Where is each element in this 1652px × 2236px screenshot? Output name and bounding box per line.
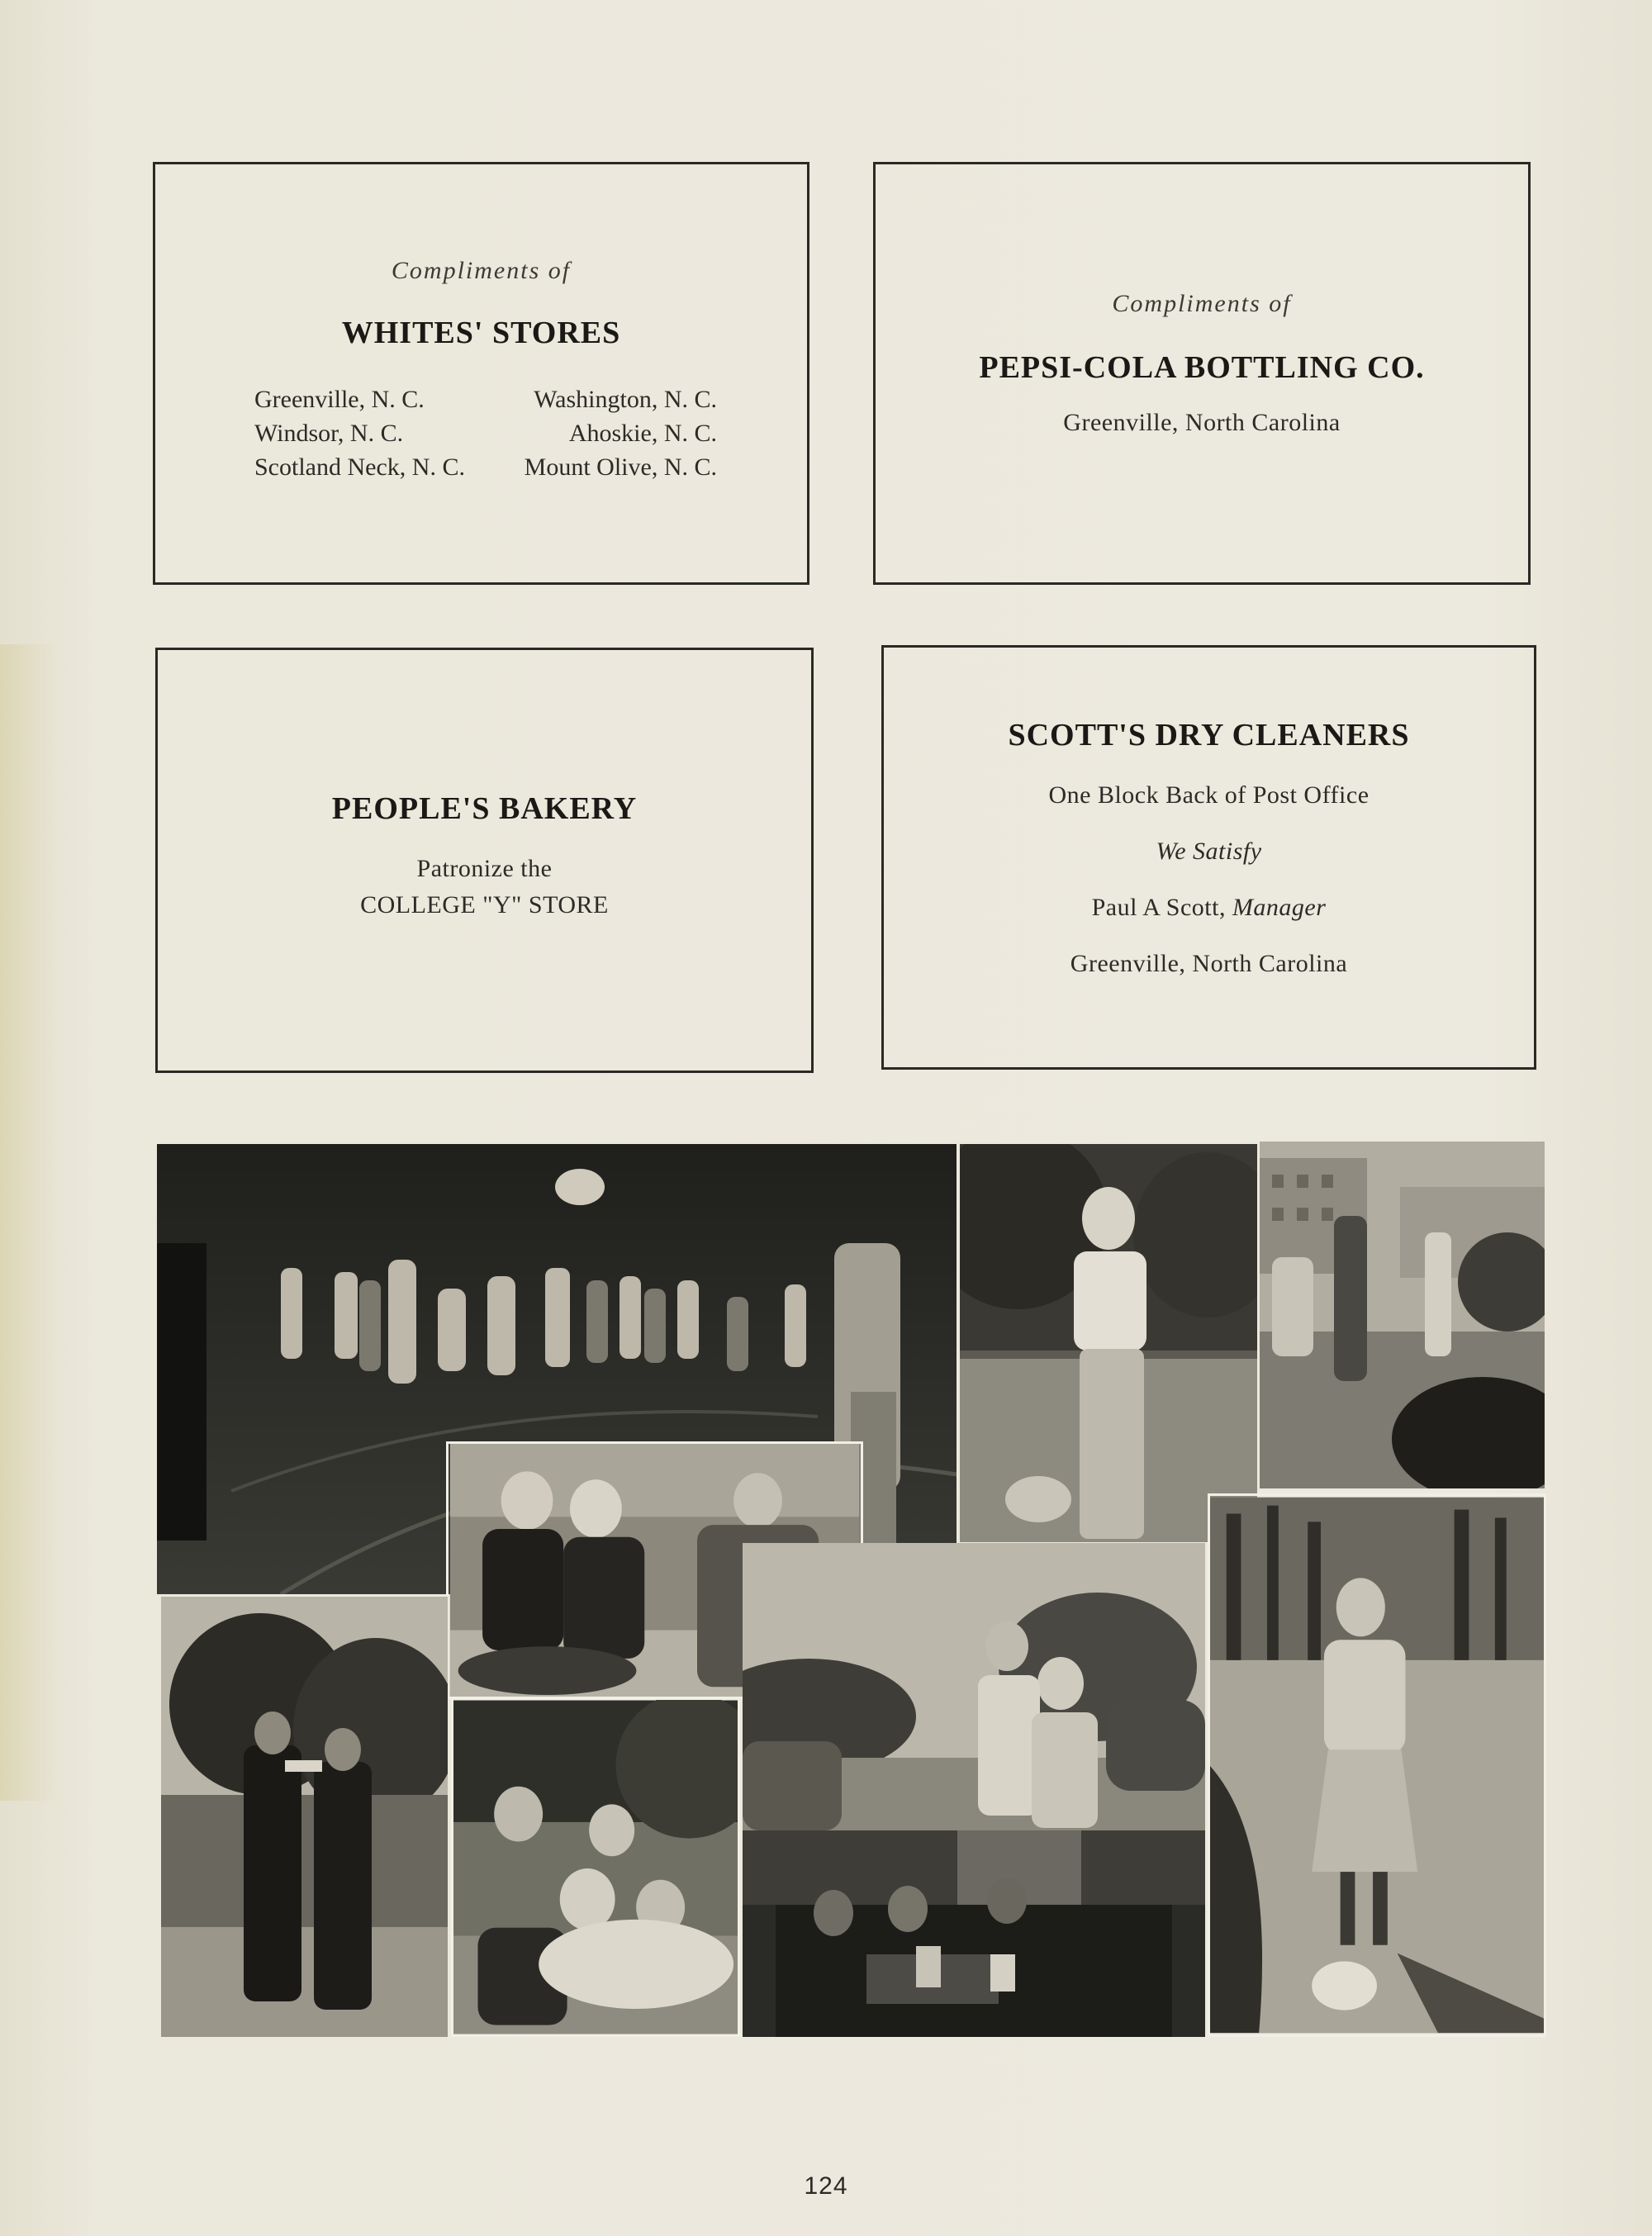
location-row	[254, 386, 717, 420]
ad-line: COLLEGE "Y" STORE	[360, 891, 609, 919]
location: Mount Olive, N. C.	[524, 453, 717, 481]
location: Scotland Neck, N. C.	[254, 453, 465, 481]
ad-line: Patronize the	[416, 855, 553, 882]
ad-scotts-dry-cleaners	[881, 645, 1536, 1070]
ad-pepsi-cola	[873, 162, 1531, 585]
manager-title: Manager	[1232, 894, 1327, 921]
business-address: One Block Back of Post Office	[1048, 781, 1370, 809]
business-manager	[884, 894, 1534, 922]
location-row	[254, 453, 717, 487]
store-locations	[254, 386, 717, 487]
business-location: Greenville, North Carolina	[1063, 409, 1341, 436]
compliments-text: Compliments of	[1112, 290, 1292, 317]
manager-name: Paul A Scott,	[1091, 894, 1226, 921]
ad-whites-stores	[153, 162, 809, 585]
location: Windsor, N. C.	[254, 420, 404, 447]
location: Greenville, N. C.	[254, 386, 425, 413]
campus-building-photo	[1260, 1142, 1545, 1488]
smiling-woman-photo	[960, 1144, 1257, 1542]
business-name: SCOTT'S DRY CLEANERS	[1008, 718, 1410, 752]
band-members-photo	[161, 1597, 448, 2037]
business-slogan: We Satisfy	[1156, 838, 1262, 865]
group-on-grass-photo	[451, 1697, 740, 2037]
business-name: PEOPLE'S BAKERY	[331, 791, 638, 826]
location: Washington, N. C.	[534, 386, 717, 413]
woman-with-dog-photo	[1208, 1493, 1546, 2037]
business-name: WHITES' STORES	[341, 316, 621, 350]
page-number: 124	[804, 2172, 848, 2200]
location: Ahoskie, N. C.	[568, 420, 717, 447]
ad-peoples-bakery	[155, 648, 814, 1073]
office-interior-photo	[743, 1830, 1205, 2037]
page-stain	[0, 644, 58, 1801]
compliments-text: Compliments of	[391, 257, 572, 284]
couple-with-car-photo	[743, 1543, 1205, 1830]
business-name: PEPSI-COLA BOTTLING CO.	[979, 350, 1425, 385]
business-location: Greenville, North Carolina	[1070, 950, 1348, 977]
location-row	[254, 420, 717, 453]
